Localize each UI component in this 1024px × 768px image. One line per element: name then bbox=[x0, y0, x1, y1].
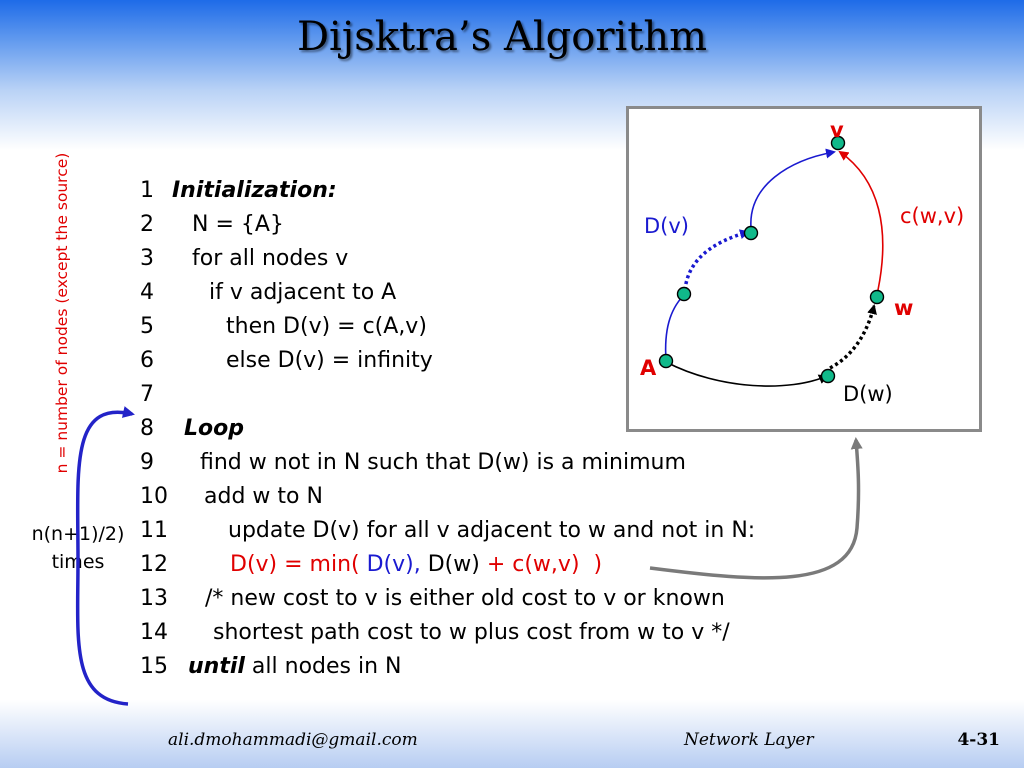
code-segment: if v adjacent to A bbox=[209, 280, 397, 305]
line-number: 10 bbox=[140, 484, 168, 509]
code-segment: find w not in N such that D(w) is a minimum bbox=[200, 450, 686, 475]
code-segment: N = {A} bbox=[192, 212, 284, 237]
line-number: 6 bbox=[140, 348, 154, 373]
line-number: 15 bbox=[140, 654, 168, 679]
code-segment: + c(w,v) ) bbox=[486, 552, 603, 577]
label-w: w bbox=[894, 296, 914, 320]
line-number: 3 bbox=[140, 246, 154, 271]
node-a bbox=[660, 355, 673, 368]
loop-count-times: times bbox=[51, 551, 105, 573]
side-note: n = number of nodes (except the source) bbox=[53, 152, 71, 474]
code-segment: Loop bbox=[184, 416, 244, 441]
line-number: 1 bbox=[140, 178, 154, 203]
code-segment: D(w) bbox=[427, 552, 487, 577]
node-intermediate-upper bbox=[745, 227, 758, 240]
line-number: 8 bbox=[140, 416, 154, 441]
code-segment: shortest path cost to w plus cost from w to v */ bbox=[213, 620, 730, 645]
label-cwv: c(w,v) bbox=[900, 204, 965, 228]
label-dv: D(v) bbox=[644, 214, 689, 238]
line-number: 13 bbox=[140, 586, 168, 611]
code-segment: /* new cost to v is either old cost to v or known bbox=[205, 586, 725, 611]
edge-node3-to-w-dotted bbox=[830, 306, 874, 368]
line-number: 9 bbox=[140, 450, 154, 475]
node-w bbox=[871, 291, 884, 304]
label-a: A bbox=[640, 356, 657, 380]
code-segment: for all nodes v bbox=[192, 246, 349, 271]
line-number: 2 bbox=[140, 212, 154, 237]
edge-w-to-v bbox=[840, 152, 883, 290]
footer-email: ali.dmohammadi@gmail.com bbox=[168, 730, 418, 750]
code-segment: Initialization: bbox=[172, 178, 337, 203]
code-segment: all nodes in N bbox=[244, 654, 402, 679]
line-number: 4 bbox=[140, 280, 154, 305]
code-segment: D(v) = min( bbox=[230, 552, 367, 577]
label-dw: D(w) bbox=[843, 382, 893, 406]
line-number: 11 bbox=[140, 518, 168, 543]
line-number: 14 bbox=[140, 620, 168, 645]
edge-node2-to-v bbox=[751, 152, 834, 228]
code-segment: D(v), bbox=[366, 552, 428, 577]
page-number: 4-31 bbox=[957, 730, 1000, 750]
code-segment: else D(v) = infinity bbox=[226, 348, 433, 373]
node-intermediate-bottom bbox=[822, 370, 835, 383]
edge-node1-to-node2-dotted bbox=[685, 232, 748, 290]
loop-bracket-arrow bbox=[78, 412, 132, 704]
label-v: v bbox=[830, 118, 844, 142]
code-segment: add w to N bbox=[204, 484, 323, 509]
line-number: 7 bbox=[140, 382, 154, 407]
edge-a-to-node1 bbox=[666, 296, 683, 360]
edge-a-to-node3 bbox=[666, 362, 827, 386]
slide-title: Dijsktra’s Algorithm bbox=[296, 14, 708, 60]
line-number: 12 bbox=[140, 552, 168, 577]
loop-count-formula: n(n+1)/2) bbox=[31, 523, 125, 545]
code-segment: update D(v) for all v adjacent to w and not in N: bbox=[228, 518, 756, 543]
code-segment: until bbox=[188, 654, 245, 679]
reference-arrow bbox=[650, 440, 859, 578]
footer-section: Network Layer bbox=[684, 730, 814, 750]
code-segment: then D(v) = c(A,v) bbox=[226, 314, 427, 339]
node-intermediate-lower bbox=[678, 288, 691, 301]
line-number: 5 bbox=[140, 314, 154, 339]
